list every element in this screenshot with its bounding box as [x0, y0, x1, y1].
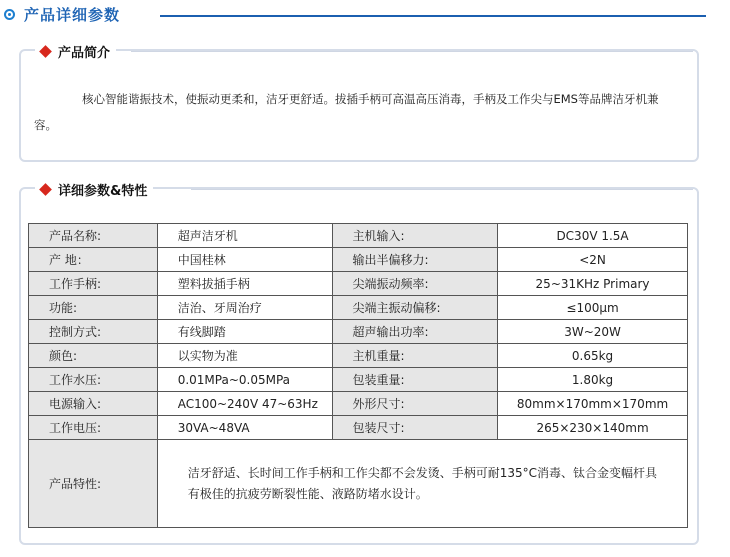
header-divider: [160, 15, 706, 17]
spec-value: 80mm×170mm×170mm: [498, 392, 688, 416]
spec-value: 1.80kg: [498, 368, 688, 392]
intro-text-block: [34, 86, 664, 138]
spec-value: <2N: [498, 248, 688, 272]
spec-row: [29, 296, 688, 320]
feature-row: [29, 440, 688, 528]
intro-text: 核心智能谐振技术，使振动更柔和，洁牙更舒适。拔插手柄可高温高压消毒，手柄及工作尖与EMS等品牌洁牙机兼容。: [34, 92, 659, 132]
spec-label: 工作电压:: [29, 416, 158, 440]
spec-row: [29, 392, 688, 416]
diamond-bullet-icon: [39, 45, 52, 58]
spec-value: 30VA~48VA: [157, 416, 332, 440]
spec-row: [29, 248, 688, 272]
spec-panel-heading: [35, 180, 153, 198]
spec-value: 3W~20W: [498, 320, 688, 344]
intro-panel-title: 产品简介: [58, 45, 111, 61]
spec-value: DC30V 1.5A: [498, 224, 688, 248]
spec-label: 包装重量:: [332, 368, 498, 392]
spec-table: [28, 223, 688, 528]
spec-value: 洁治、牙周治疗: [157, 296, 332, 320]
spec-value: ≤100μm: [498, 296, 688, 320]
feature-text: 洁牙舒适、长时间工作手柄和工作尖都不会发烫、手柄可耐135°C消毒、钛合金变幅杆具有极佳的抗疲劳断裂性能、液路防堵水设计。: [157, 440, 687, 528]
spec-value: 超声洁牙机: [157, 224, 332, 248]
spec-value: 25~31KHz Primary: [498, 272, 688, 296]
spec-row: [29, 320, 688, 344]
spec-value: 0.65kg: [498, 344, 688, 368]
spec-panel-title: 详细参数&特性: [58, 183, 148, 199]
spec-value: 以实物为准: [157, 344, 332, 368]
spec-row: [29, 344, 688, 368]
panel-heading-rule: [191, 189, 693, 190]
page-header: [0, 0, 730, 30]
panel-heading-rule: [131, 51, 693, 52]
spec-label: 输出半偏移力:: [332, 248, 498, 272]
spec-label: 颜色:: [29, 344, 158, 368]
spec-label: 工作水压:: [29, 368, 158, 392]
spec-value: AC100~240V 47~63Hz: [157, 392, 332, 416]
intro-panel-heading: [35, 42, 116, 60]
diamond-bullet-icon: [39, 183, 52, 196]
spec-value: 0.01MPa~0.05MPa: [157, 368, 332, 392]
spec-label: 主机重量:: [332, 344, 498, 368]
spec-label: 电源输入:: [29, 392, 158, 416]
spec-label: 工作手柄:: [29, 272, 158, 296]
spec-value: 中国桂林: [157, 248, 332, 272]
spec-label: 尖端主振动偏移:: [332, 296, 498, 320]
spec-label: 功能:: [29, 296, 158, 320]
spec-row: [29, 272, 688, 296]
spec-label: 外形尺寸:: [332, 392, 498, 416]
spec-row: [29, 368, 688, 392]
feature-label: 产品特性:: [29, 440, 158, 528]
spec-value: 塑料拔插手柄: [157, 272, 332, 296]
circle-dot-icon: [4, 9, 15, 20]
spec-value: 265×230×140mm: [498, 416, 688, 440]
spec-label: 产品名称:: [29, 224, 158, 248]
page-title: 产品详细参数: [24, 6, 121, 24]
spec-label: 控制方式:: [29, 320, 158, 344]
spec-row: [29, 224, 688, 248]
spec-label: 超声输出功率:: [332, 320, 498, 344]
spec-label: 尖端振动频率:: [332, 272, 498, 296]
spec-label: 包装尺寸:: [332, 416, 498, 440]
spec-value: 有线脚踏: [157, 320, 332, 344]
spec-row: [29, 416, 688, 440]
spec-label: 主机输入:: [332, 224, 498, 248]
spec-label: 产 地：: [29, 248, 158, 272]
